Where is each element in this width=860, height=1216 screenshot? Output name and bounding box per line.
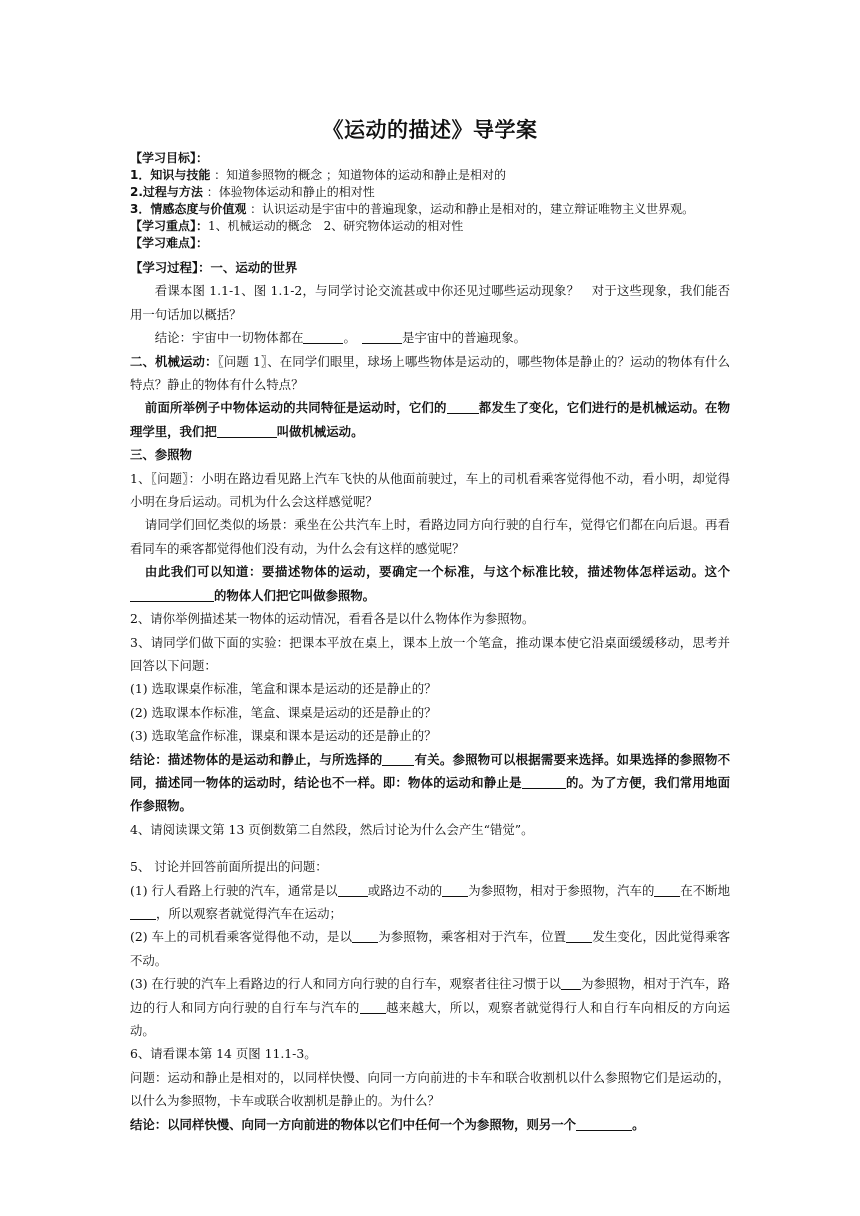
objective-item: 3．情感态度与价值观 ：认识运动是宇宙中的普遍现象，运动和静止是相对的，建立辩证唯物主义世界观。 <box>130 202 695 216</box>
fill-blank[interactable] <box>217 424 277 438</box>
question-3-item: (3) 选取笔盒作标准，课桌和课本是运动的还是静止的？ <box>130 728 437 744</box>
fill-blank[interactable] <box>352 929 378 943</box>
question-6: 6、请看课本第 14 页图 11.1-3。 <box>130 1046 317 1062</box>
objective-item: 2.过程与方法 ：体验物体运动和静止的相对性 <box>130 185 375 199</box>
fill-blank[interactable] <box>382 752 414 766</box>
question-5-item: (3) 在行驶的汽车上看路边的行人和同方向行驶的自行车，观察者往往习惯于以 为参照物，相对于汽车，路边的行人和同方向行驶的自行车与汽车的 越来越大，所以，观察者就觉得行人和自行车向相反的方向运动。 <box>130 976 731 1038</box>
fill-blank[interactable] <box>362 330 402 344</box>
question-1: 1、〖问题〗：小明在路边看见路上汽车飞快的从他面前驶过，车上的司机看乘客觉得他不动，看小明，却觉得小明在身后运动。司机为什么会这样感觉呢？ <box>130 470 730 510</box>
conclusion: 前面所举例子中物体运动的共同特征是运动时，它们的 都发生了变化，它们进行的是机械运动。在物理学里，我们把 叫做机械运动。 <box>130 400 731 439</box>
fill-blank[interactable] <box>447 400 479 414</box>
question-3: 3、请同学们做下面的实验：把课本平放在桌上，课本上放一个笔盒，推动课本使它沿桌面缓缓移动，思考并回答以下问题： <box>130 634 730 673</box>
fill-blank[interactable] <box>442 883 468 897</box>
conclusion: 结论：宇宙中一切物体都在 。 是宇宙中的普遍现象。 <box>154 330 526 346</box>
question-4: 4、请阅读课文第 13 页倒数第二自然段，然后讨论为什么会产生“错觉”。 <box>130 821 534 837</box>
key-points: 【学习重点】：1、机械运动的概念 2、研究物体运动的相对性 <box>130 219 464 233</box>
fill-blank[interactable] <box>561 976 581 990</box>
conclusion: 结论：描述物体的是运动和静止，与所选择的 有关。参照物可以根据需要来选择。如果选择的参照物不同，描述同一物体的运动时，结论也不一样。即：物体的运动和静止是 的。为了方便，我们常用地面作参照物。 <box>130 751 731 814</box>
question-5-item: (2) 车上的司机看乘客觉得他不动，是以 为参照物，乘客相对于汽车，位置 发生变化，因此觉得乘客不动。 <box>130 929 731 968</box>
objectives-section <box>130 150 730 252</box>
fill-blank[interactable] <box>130 588 214 602</box>
objectives-header: 【学习目标】： <box>130 151 209 165</box>
conclusion: 由此我们可以知道：要描述物体的运动，要确定一个标准，与这个标准比较，描述物体怎样运动。这个的物体人们把它叫做参照物。 <box>130 560 730 607</box>
question-5-item: (1) 行人看路上行驶的汽车，通常是以 或路边不动的 为参照物，相对于参照物，汽车的 在不断地，所以观察者就觉得汽车在运动； <box>130 882 731 921</box>
question-6-text: 问题：运动和静止是相对的，以同样快慢、向同一方向前进的卡车和联合收割机以什么参照物它们是运动的，以什么为参照物，卡车或联合收割机是静止的。为什么？ <box>130 1069 730 1109</box>
fill-blank[interactable] <box>654 883 680 897</box>
section-mechanical-motion: 二、机械运动：〖问题 1〗、在同学们眼里，球场上哪些物体是运动的，哪些物体是静止的？运动的物体有什么特点？静止的物体有什么特点？ <box>130 353 731 393</box>
fill-blank[interactable] <box>566 929 592 943</box>
paragraph: 请同学们回忆类似的场景：乘坐在公共汽车上时，看路边同方向行驶的自行车，觉得它们都在向后退。再看看同车的乘客都觉得他们没有动，为什么会有这样的感觉呢？ <box>130 517 730 556</box>
fill-blank[interactable] <box>130 906 156 920</box>
question-3-item: (2) 选取课本作标准，笔盒、课桌是运动的还是静止的？ <box>130 704 437 720</box>
fill-blank[interactable] <box>303 330 343 344</box>
difficult-points: 【学习难点】： <box>130 236 209 250</box>
fill-blank[interactable] <box>576 1117 632 1131</box>
document-body <box>130 150 730 1136</box>
fill-blank[interactable] <box>360 1000 386 1014</box>
objective-item: 1．知识与技能 ：知道参照物的概念 ；知道物体的运动和静止是相对的 <box>130 168 506 182</box>
question-2: 2、请你举例描述某一物体的运动情况，看看各是以什么物体作为参照物。 <box>130 611 535 627</box>
section-reference-frame: 三、参照物 <box>130 447 192 463</box>
question-3-item: (1) 选取课桌作标准，笔盒和课本是运动的还是静止的？ <box>130 681 437 697</box>
conclusion: 结论：以同样快慢、向同一方向前进的物体以它们中任何一个为参照物，则另一个 。 <box>130 1116 645 1132</box>
paragraph: 看课本图 1.1-1、图 1.1-2，与同学讨论交流甚或中你还见过哪些运动现象？ 对于这些现象，我们能否用一句话加以概括？ <box>130 283 730 322</box>
process-header: 【学习过程】：一、运动的世界 <box>130 260 298 275</box>
question-5: 5、 讨论并回答前面所提出的问题： <box>130 859 328 875</box>
page-title: 《运动的描述》导学案 <box>322 118 538 142</box>
fill-blank[interactable] <box>522 775 566 789</box>
fill-blank[interactable] <box>338 883 368 897</box>
